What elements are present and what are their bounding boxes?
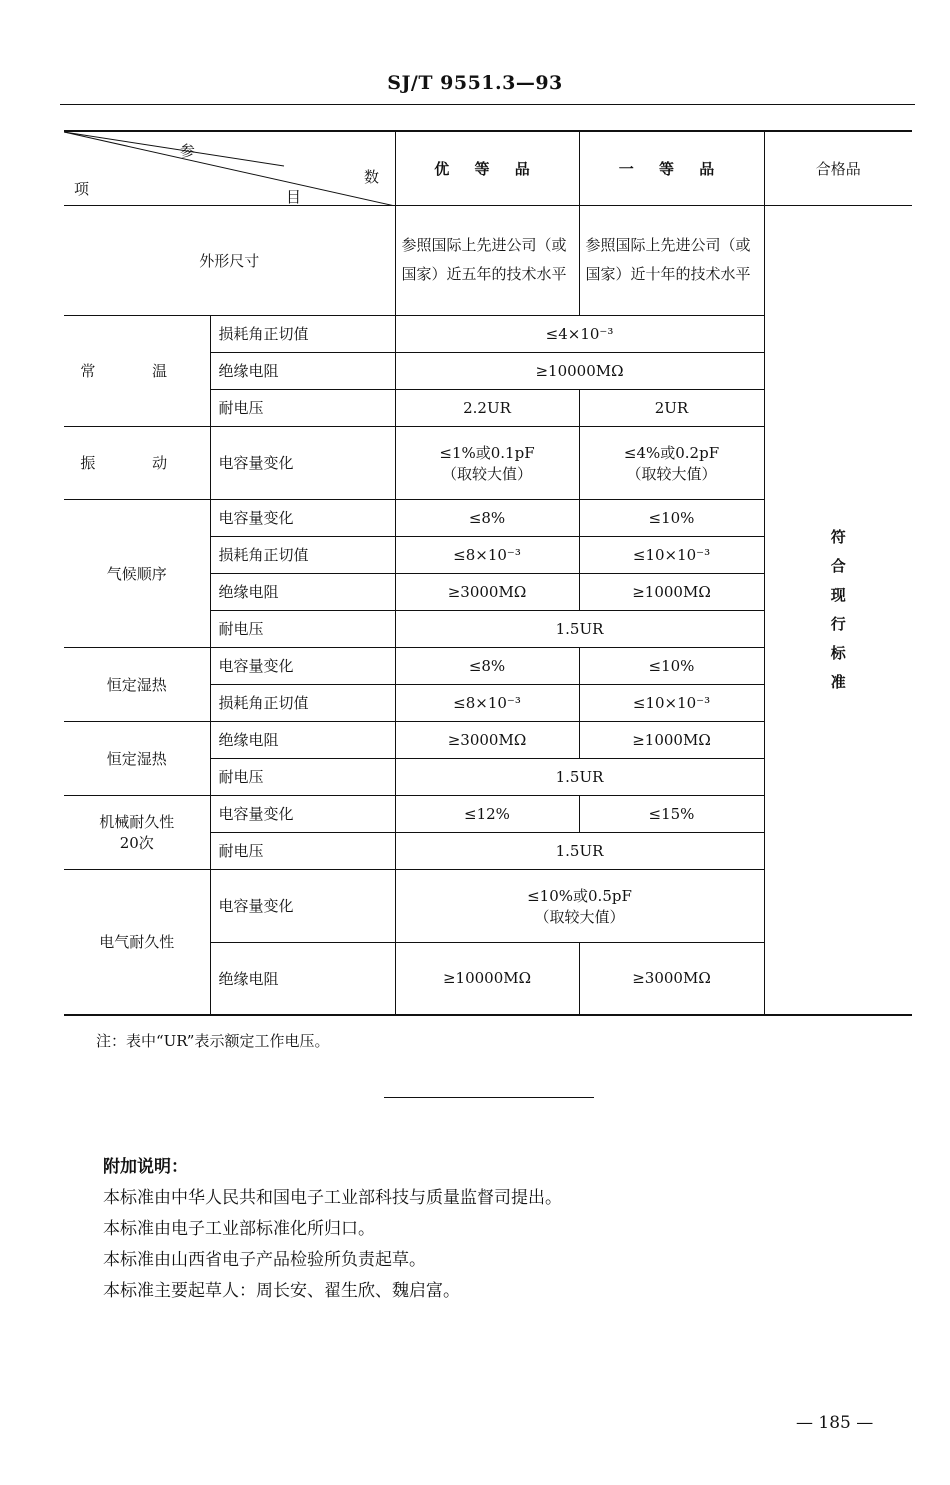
- item-outline-size: 外形尺寸: [64, 205, 395, 315]
- value-premium: [395, 426, 579, 499]
- value-first: ≤10%: [579, 499, 764, 536]
- value-premium: ≤8%: [395, 499, 579, 536]
- table-note: 注：表中“UR”表示额定工作电压。: [96, 1032, 330, 1050]
- qualified-char: 行: [830, 614, 846, 633]
- value-cell: [395, 869, 764, 942]
- value-first: ≥3000MΩ: [579, 942, 764, 1015]
- diagonal-lines: [64, 132, 395, 206]
- header-shu: 数: [364, 168, 380, 186]
- param-cell: 绝缘电阻: [210, 721, 395, 758]
- table-header-row: [64, 131, 912, 205]
- appendix-line: 本标准由电子工业部标准化所归口。: [103, 1219, 375, 1239]
- param-cell: 电容量变化: [210, 426, 395, 499]
- param-cell: 损耗角正切值: [210, 536, 395, 573]
- group-label-line: 20次: [119, 834, 154, 852]
- group-vibration: 振 动: [64, 426, 210, 499]
- value-cell: ≤4×10⁻³: [395, 315, 764, 352]
- qualified-char: 合: [830, 556, 846, 575]
- page-number: — 185 —: [796, 1413, 874, 1433]
- qualified-char: 准: [830, 672, 846, 691]
- header-xiang: 项: [74, 180, 90, 198]
- value-line: ≤1%或0.1pF: [439, 443, 535, 462]
- param-cell: 耐电压: [210, 832, 395, 869]
- value-first: ≥1000MΩ: [579, 573, 764, 610]
- value-first: ≤15%: [579, 795, 764, 832]
- header-mu: 目: [286, 188, 302, 206]
- param-cell: 绝缘电阻: [210, 942, 395, 1015]
- column-qualified-grade: 合格品: [764, 131, 912, 205]
- header-divider: [60, 104, 915, 105]
- param-cell: 电容量变化: [210, 647, 395, 684]
- appendix-line: 本标准由中华人民共和国电子工业部科技与质量监督司提出。: [103, 1188, 562, 1208]
- value-cell: 1.5UR: [395, 610, 764, 647]
- param-cell: 耐电压: [210, 389, 395, 426]
- value-line: ≤10%或0.5pF: [527, 886, 632, 905]
- value-line: （取较大值）: [441, 464, 532, 483]
- value-first: ≤10×10⁻³: [579, 684, 764, 721]
- appendix-line: 本标准由山西省电子产品检验所负责起草。: [103, 1250, 426, 1270]
- value-premium: ≤12%: [395, 795, 579, 832]
- section-divider: [384, 1097, 594, 1098]
- appendix-line: 本标准主要起草人：周长安、翟生欣、魏启富。: [103, 1281, 460, 1301]
- size-premium: 参照国际上先进公司（或国家）近五年的技术水平: [395, 205, 579, 315]
- column-premium-grade: 优 等 品: [395, 131, 579, 205]
- table-row: [64, 205, 912, 315]
- param-cell: 绝缘电阻: [210, 573, 395, 610]
- appendix-title: 附加说明：: [103, 1157, 188, 1177]
- appendix: [103, 1152, 562, 1307]
- value-cell: 1.5UR: [395, 758, 764, 795]
- group-electrical-durability: 电气耐久性: [64, 869, 210, 1015]
- group-damp-heat: 恒定湿热: [64, 647, 210, 721]
- group-mechanical-durability: [64, 795, 210, 869]
- specification-table: [64, 130, 912, 1016]
- qualified-char: 符: [830, 527, 846, 546]
- qualified-char: 现: [830, 585, 846, 604]
- value-first: 2UR: [579, 389, 764, 426]
- diagonal-header-cell: [64, 131, 395, 205]
- group-room-temp: 常 温: [64, 315, 210, 426]
- param-cell: 电容量变化: [210, 795, 395, 832]
- param-cell: 损耗角正切值: [210, 684, 395, 721]
- size-first: 参照国际上先进公司（或国家）近十年的技术水平: [579, 205, 764, 315]
- group-damp-heat: 恒定湿热: [64, 721, 210, 795]
- value-line: （取较大值）: [626, 464, 717, 483]
- document-id: SJ/T 9551.3—93: [387, 72, 563, 94]
- value-first: ≤10%: [579, 647, 764, 684]
- value-cell: ≥10000MΩ: [395, 352, 764, 389]
- group-climate-sequence: 气候顺序: [64, 499, 210, 647]
- value-premium: ≤8×10⁻³: [395, 536, 579, 573]
- qualified-char: 标: [830, 643, 846, 662]
- param-cell: 电容量变化: [210, 869, 395, 942]
- value-first: [579, 426, 764, 499]
- value-premium: ≤8%: [395, 647, 579, 684]
- group-label-line: 机械耐久性: [99, 813, 175, 831]
- param-cell: 耐电压: [210, 758, 395, 795]
- qualified-column-text: [764, 205, 912, 1015]
- value-premium: ≥3000MΩ: [395, 573, 579, 610]
- value-first: ≤10×10⁻³: [579, 536, 764, 573]
- value-line: （取较大值）: [534, 907, 625, 926]
- param-cell: 耐电压: [210, 610, 395, 647]
- value-first: ≥1000MΩ: [579, 721, 764, 758]
- value-premium: ≥3000MΩ: [395, 721, 579, 758]
- param-cell: 损耗角正切值: [210, 315, 395, 352]
- value-premium: ≤8×10⁻³: [395, 684, 579, 721]
- value-premium: 2.2UR: [395, 389, 579, 426]
- value-premium: ≥10000MΩ: [395, 942, 579, 1015]
- value-cell: 1.5UR: [395, 832, 764, 869]
- value-line: ≤4%或0.2pF: [623, 443, 720, 462]
- column-first-grade: 一 等 品: [579, 131, 764, 205]
- header-can: 参: [180, 142, 196, 160]
- param-cell: 绝缘电阻: [210, 352, 395, 389]
- param-cell: 电容量变化: [210, 499, 395, 536]
